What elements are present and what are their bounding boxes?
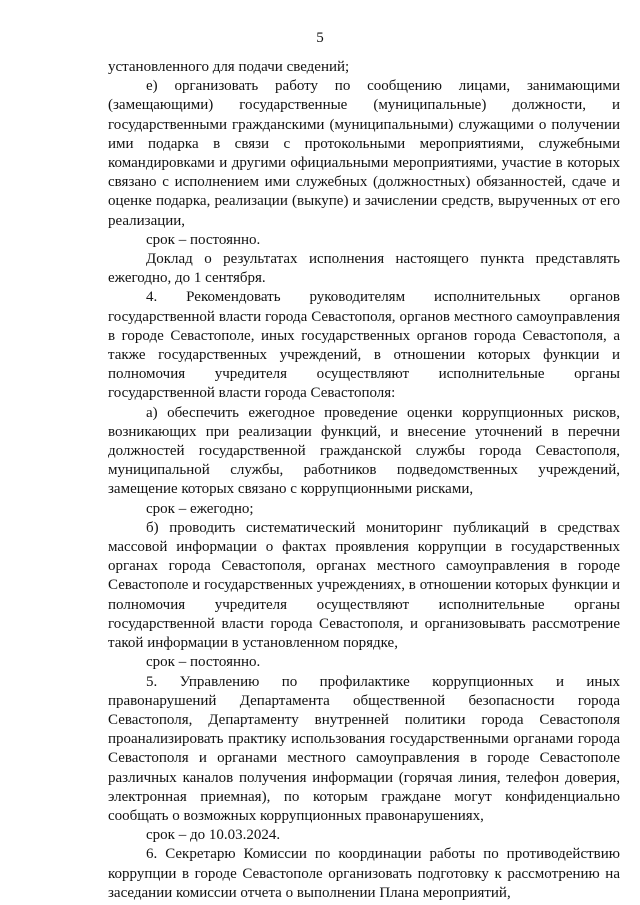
paragraph-deadline: срок – постоянно. [146, 231, 261, 248]
document-body [108, 58, 620, 903]
paragraph-deadline: срок – ежегодно; [146, 500, 254, 517]
paragraph-item-6: 6. Секретарю Комиссии по координации работы по противодействию коррупции в городе Севастополе организовать подготовку к рассмотрению на заседании комиссии отчета о выполнении Плана мероприятий, [108, 846, 620, 901]
paragraph-deadline: срок – постоянно. [146, 654, 261, 671]
paragraph-item-e: е) организовать работу по сообщению лицами, занимающими (замещающими) государственные (муниципальные) должности, и государственными гражданскими (муниципальными) служащими о получении ими подарка в связи с протокольными мероприятиями, служебными командировками и другими официальными мероприятиями, участие в которых связано с исполнением ими служебных (должностных) обязанностей, сдаче и оценке подарка, реализации (выкупе) и зачислении средств, вырученных от его реализации, [108, 78, 620, 229]
paragraph-report: Доклад о результатах исполнения настоящего пункта представлять ежегодно, до 1 сентября. [108, 251, 620, 287]
paragraph-item-a: а) обеспечить ежегодное проведение оценки коррупционных рисков, возникающих при реализации функций, и внесение уточнений в перечни должностей государственной гражданской службы города Севастополя, муниципальной службы, работников подведомственных учреждений, замещение которых связано с коррупционными рисками, [108, 404, 620, 498]
paragraph-item-4: 4. Рекомендовать руководителям исполнительных органов государственной власти города Севастополя, органов местного самоуправления в городе Севастополе, иных государственных органов города Севастополя, а также государственных учреждений, в отношении которых функции и полномочия учредителя осуществляют исполнительные органы государственной власти города Севастополя: [108, 289, 620, 402]
paragraph-item-b: б) проводить систематический мониторинг публикаций в средствах массовой информации о фактах проявления коррупции в государственных органах города Севастополя, органах местного самоуправления в городе Севастополе и государственных учреждениях, в отношении которых функции и полномочия учредителя осуществляют исполнительные органы государственной власти города Севастополя, и организовывать рассмотрение такой информации в установленном порядке, [108, 519, 620, 652]
paragraph-item-5: 5. Управлению по профилактике коррупционных и иных правонарушений Департамента общественной безопасности города Севастополя, Департаменту внутренней политики города Севастополя проанализировать практику использования государственными органами города Севастополя и органами местного самоуправления в городе Севастополе различных каналов получения информации (горячая линия, телефон доверия, электронная приемная), по которым граждане могут конфиденциально сообщать о возможных коррупционных правонарушениях, [108, 673, 620, 824]
paragraph-deadline: срок – до 10.03.2024. [146, 827, 281, 844]
paragraph-continuation: установленного для подачи сведений; [108, 59, 350, 75]
page-number: 5 [316, 30, 324, 46]
